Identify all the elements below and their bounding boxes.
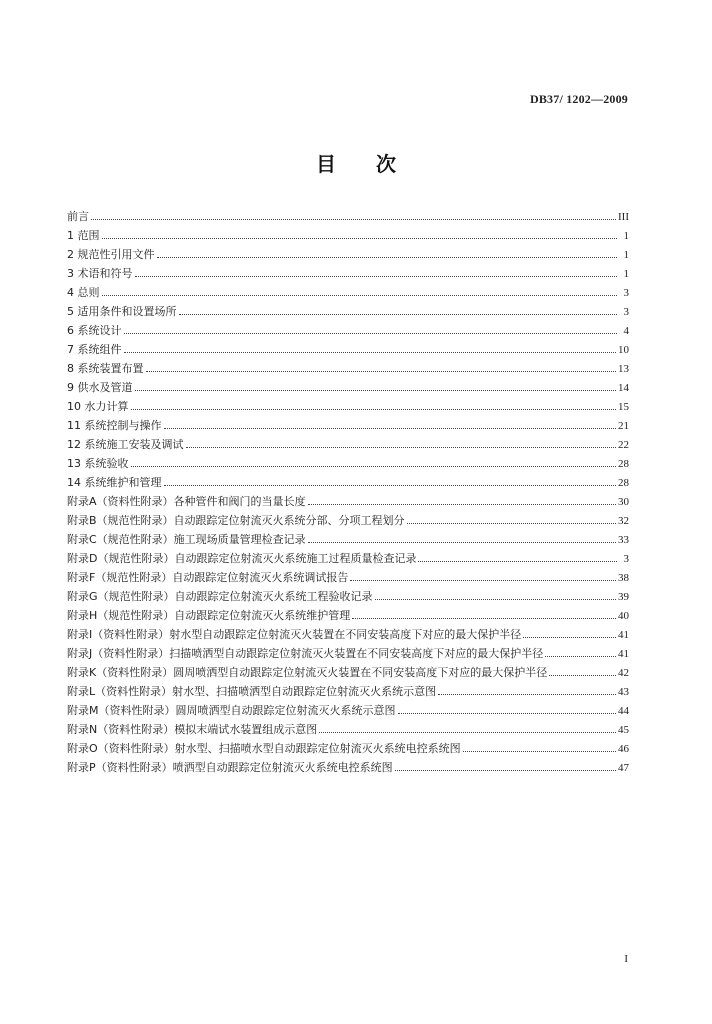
dot-leader xyxy=(395,769,616,771)
toc-entry-label: 7 系统组件 xyxy=(67,343,122,356)
toc-entry-label: 10 水力计算 xyxy=(67,400,129,413)
toc-entry-page: 13 xyxy=(618,363,629,375)
toc-entry[interactable] xyxy=(67,549,629,568)
page-number: I xyxy=(624,953,628,965)
toc-entry[interactable] xyxy=(67,207,629,226)
toc-entry-label: 12 系统施工安装及调试 xyxy=(67,438,184,451)
dot-leader xyxy=(91,218,616,220)
dot-leader xyxy=(319,731,616,733)
dot-leader xyxy=(179,313,618,315)
toc-entry[interactable] xyxy=(67,511,629,530)
toc-entry-page: 28 xyxy=(618,477,629,489)
toc-entry-page: III xyxy=(618,211,629,223)
toc-entry-label: 2 规范性引用文件 xyxy=(67,248,155,261)
dot-leader xyxy=(375,598,616,600)
toc-entry-page: 4 xyxy=(623,325,629,337)
dot-leader xyxy=(135,275,618,277)
toc-entry[interactable] xyxy=(67,340,629,359)
dot-leader xyxy=(545,655,616,657)
toc-entry-page: 44 xyxy=(618,705,629,717)
dot-leader xyxy=(124,351,617,353)
toc-entry-page: 43 xyxy=(618,686,629,698)
toc-entry[interactable] xyxy=(67,321,629,340)
toc-entry[interactable] xyxy=(67,397,629,416)
toc-entry-label: 附录G（规范性附录）自动跟踪定位射流灭火系统工程验收记录 xyxy=(67,590,373,603)
dot-leader xyxy=(523,636,616,638)
toc-entry[interactable] xyxy=(67,473,629,492)
toc-entry-page: 15 xyxy=(618,401,629,413)
toc-entry-label: 附录K（资料性附录）圆周喷洒型自动跟踪定位射流灭火装置在不同安装高度下对应的最大保护半径 xyxy=(67,666,548,679)
toc-entry[interactable] xyxy=(67,283,629,302)
dot-leader xyxy=(124,332,618,334)
toc-entry-page: 3 xyxy=(623,306,629,318)
toc-entry[interactable] xyxy=(67,739,629,758)
toc-entry-label: 附录H（规范性附录）自动跟踪定位射流灭火系统维护管理 xyxy=(67,609,351,622)
toc-entry-label: 5 适用条件和设置场所 xyxy=(67,305,177,318)
toc-entry[interactable] xyxy=(67,568,629,587)
toc-entry-page: 33 xyxy=(618,534,629,546)
toc-entry[interactable] xyxy=(67,625,629,644)
toc-entry[interactable] xyxy=(67,416,629,435)
toc-entry-page: 1 xyxy=(623,268,629,280)
toc-entry[interactable] xyxy=(67,758,629,777)
toc-entry-label: 附录C（规范性附录）施工现场质量管理检查记录 xyxy=(67,533,306,546)
toc-entry[interactable] xyxy=(67,720,629,739)
toc-entry-page: 21 xyxy=(618,420,629,432)
toc-entry[interactable] xyxy=(67,606,629,625)
dot-leader xyxy=(350,579,616,581)
toc-entry-page: 39 xyxy=(618,591,629,603)
toc-entry-label: 附录D（规范性附录）自动跟踪定位射流灭火系统施工过程质量检查记录 xyxy=(67,552,417,565)
dot-leader xyxy=(186,446,617,448)
dot-leader xyxy=(308,541,616,543)
toc-entry-label: 附录F（规范性附录）自动跟踪定位射流灭火系统调试报告 xyxy=(67,571,349,584)
toc-entry-page: 47 xyxy=(618,762,629,774)
dot-leader xyxy=(102,237,618,239)
toc-entry-label: 附录O（资料性附录）射水型、扫描喷水型自动跟踪定位射流灭火系统电控系统图 xyxy=(67,742,461,755)
toc-entry-label: 8 系统装置布置 xyxy=(67,362,144,375)
dot-leader xyxy=(407,522,616,524)
toc-entry[interactable] xyxy=(67,226,629,245)
toc-entry-label: 13 系统验收 xyxy=(67,457,129,470)
toc-entry[interactable] xyxy=(67,644,629,663)
dot-leader xyxy=(398,712,617,714)
toc-entry-page: 22 xyxy=(618,439,629,451)
dot-leader xyxy=(131,408,617,410)
dot-leader xyxy=(131,465,617,467)
toc-entry-page: 14 xyxy=(618,382,629,394)
dot-leader xyxy=(146,370,617,372)
toc-entry-label: 前言 xyxy=(67,210,89,223)
toc-entry-label: 6 系统设计 xyxy=(67,324,122,337)
toc-entry-page: 38 xyxy=(618,572,629,584)
page-title: 目次 xyxy=(316,152,436,176)
toc-entry-label: 附录P（资料性附录）喷洒型自动跟踪定位射流灭火系统电控系统图 xyxy=(67,761,393,774)
toc-entry-page: 45 xyxy=(618,724,629,736)
toc-entry-page: 32 xyxy=(618,515,629,527)
toc-entry-page: 30 xyxy=(618,496,629,508)
toc-entry-label: 3 术语和符号 xyxy=(67,267,133,280)
dot-leader xyxy=(164,484,617,486)
toc-entry-page: 46 xyxy=(618,743,629,755)
toc-entry-label: 11 系统控制与操作 xyxy=(67,419,162,432)
table-of-contents xyxy=(67,207,629,777)
toc-entry-label: 附录B（规范性附录）自动跟踪定位射流灭火系统分部、分项工程划分 xyxy=(67,514,405,527)
toc-entry-label: 附录N（资料性附录）模拟末端试水装置组成示意图 xyxy=(67,723,318,736)
toc-entry-page: 1 xyxy=(623,230,629,242)
toc-entry-page: 42 xyxy=(618,667,629,679)
toc-entry-label: 附录M（资料性附录）圆周喷洒型自动跟踪定位射流灭火系统示意图 xyxy=(67,704,396,717)
toc-entry[interactable] xyxy=(67,454,629,473)
toc-entry-page: 40 xyxy=(618,610,629,622)
dot-leader xyxy=(438,693,616,695)
toc-entry-page: 1 xyxy=(623,249,629,261)
toc-entry[interactable] xyxy=(67,245,629,264)
dot-leader xyxy=(308,503,616,505)
toc-entry-label: 1 范围 xyxy=(67,229,100,242)
toc-entry[interactable] xyxy=(67,302,629,321)
toc-entry-page: 3 xyxy=(623,553,629,565)
toc-entry-label: 附录A（资料性附录）各种管件和阀门的当量长度 xyxy=(67,495,306,508)
toc-entry-page: 3 xyxy=(623,287,629,299)
toc-entry-label: 4 总则 xyxy=(67,286,100,299)
dot-leader xyxy=(549,674,616,676)
dot-leader xyxy=(463,750,616,752)
toc-entry[interactable] xyxy=(67,435,629,454)
toc-entry[interactable] xyxy=(67,587,629,606)
toc-entry[interactable] xyxy=(67,701,629,720)
toc-entry[interactable] xyxy=(67,359,629,378)
toc-entry-page: 10 xyxy=(618,344,629,356)
toc-entry-page: 41 xyxy=(618,648,629,660)
document-code: DB37/ 1202—2009 xyxy=(529,92,628,106)
dot-leader xyxy=(135,389,617,391)
toc-entry[interactable] xyxy=(67,378,629,397)
dot-leader xyxy=(164,427,617,429)
dot-leader xyxy=(418,560,617,562)
toc-entry[interactable] xyxy=(67,492,629,511)
toc-entry[interactable] xyxy=(67,530,629,549)
toc-entry[interactable] xyxy=(67,264,629,283)
toc-entry-label: 附录I（资料性附录）射水型自动跟踪定位射流灭火装置在不同安装高度下对应的最大保护半径 xyxy=(67,628,522,641)
toc-entry-page: 41 xyxy=(618,629,629,641)
toc-entry-page: 28 xyxy=(618,458,629,470)
dot-leader xyxy=(352,617,616,619)
toc-entry[interactable] xyxy=(67,663,629,682)
toc-entry-label: 附录L（资料性附录）射水型、扫描喷洒型自动跟踪定位射流灭火系统示意图 xyxy=(67,685,437,698)
toc-entry-label: 附录J（资料性附录）扫描喷洒型自动跟踪定位射流灭火装置在不同安装高度下对应的最大保护半径 xyxy=(67,647,544,660)
toc-entry[interactable] xyxy=(67,682,629,701)
toc-entry-label: 9 供水及管道 xyxy=(67,381,133,394)
dot-leader xyxy=(102,294,618,296)
toc-entry-label: 14 系统维护和管理 xyxy=(67,476,162,489)
dot-leader xyxy=(157,256,618,258)
